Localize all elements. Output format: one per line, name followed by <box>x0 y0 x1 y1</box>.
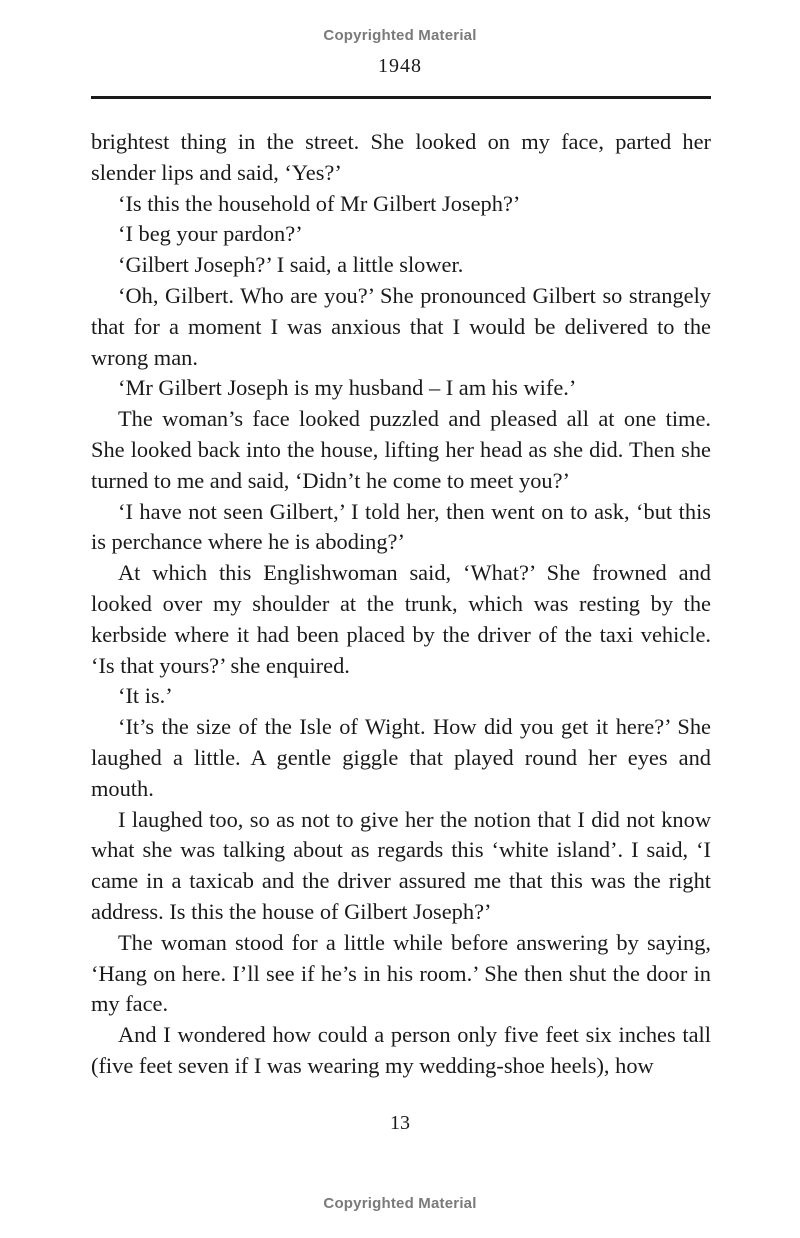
paragraph: ‘I beg your pardon?’ <box>118 221 303 247</box>
copyright-watermark-top: Copyrighted Material <box>323 27 477 44</box>
paragraph: ‘It is.’ <box>118 683 173 709</box>
page-number: 13 <box>390 1112 410 1134</box>
paragraph: I laughed too, so as not to give her the notion that I did not know what she was talking about as regards this ‘white island’. I said, ‘I came in a taxicab and the driver assured me that this was the right address. Is this the house of Gilbert Joseph?’ <box>91 806 711 924</box>
paragraph: The woman stood for a little while before answering by saying, ‘Hang on here. I’ll see if he’s in his room.’ She then shut the door in my face. <box>91 929 711 1017</box>
header-rule <box>91 96 711 99</box>
paragraph: brightest thing in the street. She looked on my face, parted her slender lips and said, ‘Yes?’ <box>91 129 711 185</box>
paragraph: ‘Gilbert Joseph?’ I said, a little slower. <box>118 252 464 278</box>
paragraph: ‘It’s the size of the Isle of Wight. How did you get it here?’ She laughed a little. A gentle giggle that played round her eyes and mouth. <box>91 714 711 801</box>
page-body <box>91 127 711 1082</box>
paragraph: ‘I have not seen Gilbert,’ I told her, then went on to ask, ‘but this is perchance where he is aboding?’ <box>91 498 711 555</box>
copyright-watermark-bottom: Copyrighted Material <box>323 1195 477 1212</box>
paragraph: And I wondered how could a person only five feet six inches tall (five feet seven if I was wearing my wedding-shoe heels), how <box>91 1022 711 1078</box>
paragraph: The woman’s face looked puzzled and pleased all at one time. She looked back into the house, lifting her head as she did. Then she turned to me and said, ‘Didn’t he come to meet you?’ <box>91 406 711 493</box>
paragraph: ‘Oh, Gilbert. Who are you?’ She pronounced Gilbert so strangely that for a moment I was anxious that I would be delivered to the wrong man. <box>91 282 711 370</box>
running-head: 1948 <box>378 55 422 77</box>
paragraph: ‘Mr Gilbert Joseph is my husband – I am his wife.’ <box>118 375 577 401</box>
paragraph: ‘Is this the household of Mr Gilbert Joseph?’ <box>118 190 521 216</box>
paragraph: At which this Englishwoman said, ‘What?’ She frowned and looked over my shoulder at the trunk, which was resting by the kerbside where it had been placed by the driver of the taxi vehicle. ‘Is that yours?’ she enquired. <box>91 560 711 678</box>
